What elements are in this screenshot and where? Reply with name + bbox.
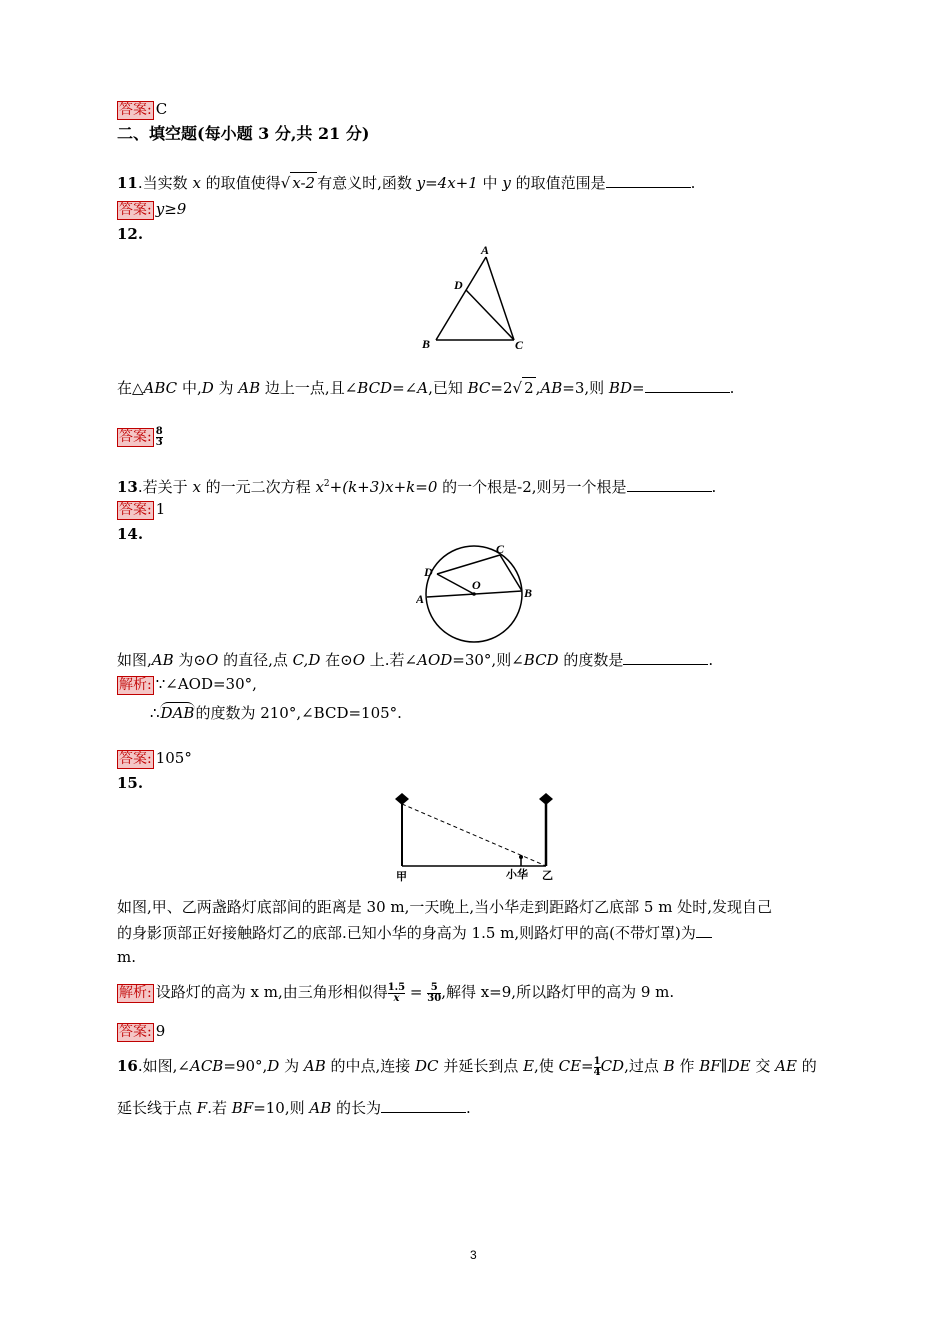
label-O: O [472, 578, 481, 592]
q12-text: , [535, 379, 541, 397]
q15-analysis-text: 设路灯的高为 x m,由三角形相似得 [155, 983, 388, 1001]
q16-var: BF [231, 1099, 254, 1117]
q14-text: 如图, [117, 651, 152, 669]
answer-blank[interactable] [606, 172, 691, 188]
q15-para3: m. [117, 948, 136, 966]
q13-stem: 13.若关于 x 的一元二次方程 $x^2+(k+3)x+k=0$ 的一个根是-2,则另一个根是 . [117, 478, 717, 496]
segment-DC [466, 290, 514, 340]
therefore-sign: ∴ [150, 704, 160, 722]
q12-var: AB [238, 379, 261, 397]
q12-text: =2 [490, 379, 513, 397]
segment-AB [436, 257, 486, 340]
q13-text: 若关于 [142, 478, 193, 496]
q14-analysis-text: ∵∠AOD=30°, [155, 675, 257, 693]
q11-var: y [502, 174, 511, 192]
q12-text: 边上一点,且∠ [260, 379, 358, 397]
q16-text: .若 [207, 1099, 232, 1117]
section-title: 二、填空题(每小题 3 分,共 21 分) [117, 124, 370, 143]
analysis-label: 解析: [119, 984, 152, 1001]
fraction-numerator: 1 [593, 1055, 601, 1067]
q16-var: B [663, 1057, 675, 1075]
q15-number-line: 15. [117, 774, 144, 792]
q16-text: 为 [279, 1057, 304, 1075]
q12-var: BCD [357, 379, 393, 397]
q11-number: 11 [117, 174, 138, 192]
q16-var: E [523, 1057, 535, 1075]
q12-answer-fraction [156, 427, 163, 448]
label-A: A [481, 243, 490, 257]
q11-text: 中 [477, 174, 503, 192]
sqrt-sign: √ [512, 379, 523, 397]
q10-answer: C [155, 100, 168, 118]
q11-text: 的取值使得 [200, 174, 281, 192]
equals-sign: = [409, 983, 423, 1001]
q15-number: 15 [117, 774, 138, 792]
answer-blank[interactable] [696, 922, 712, 938]
q16-var: CE [558, 1057, 582, 1075]
q13-answer-line [117, 499, 165, 520]
analysis-label: 解析: [119, 676, 152, 693]
q14-circle-figure [416, 542, 536, 646]
q16-var: DE [727, 1057, 751, 1075]
q16-text: ∥ [720, 1057, 728, 1075]
q16-text: 的中点,连接 [325, 1057, 416, 1075]
q11-func: y=4x+1 [416, 174, 478, 192]
label-A: A [416, 592, 425, 606]
q14-number-line: 14. [117, 525, 144, 543]
q12-text: 中, [177, 379, 202, 397]
q16-var: CD [600, 1057, 625, 1075]
fraction-denominator: 30 [427, 992, 442, 1004]
q16-text: ,过点 [624, 1057, 664, 1075]
q13-text: 的一个根是-2,则另一个根是 [437, 478, 627, 496]
q12-radicand: 2 [524, 379, 534, 397]
q12-text: ,已知 [428, 379, 468, 397]
label-D: D [454, 278, 463, 292]
segment-DO [437, 574, 474, 594]
q13-var: x [315, 478, 324, 496]
q16-text: =10,则 [253, 1099, 310, 1117]
q16-text: 的长为 [331, 1099, 382, 1117]
answer-label: 答案: [119, 750, 152, 767]
answer-blank[interactable] [645, 377, 730, 393]
q12-text: =∠ [392, 379, 418, 397]
q14-text: 的直径,点 [218, 651, 293, 669]
q14-text: 上.若∠ [365, 651, 418, 669]
page-number: 3 [470, 1248, 477, 1262]
q15-para1: 如图,甲、乙两盏路灯底部间的距离是 30 m,一天晚上,当小华走到距路灯乙底部 5 m 处时,发现自己 [117, 898, 772, 916]
q15-answer: 9 [155, 1022, 166, 1040]
sqrt-sign: √ [280, 174, 291, 192]
q15-analysis-text: ,解得 x=9,所以路灯甲的高为 9 m. [441, 983, 675, 1001]
label-C: C [496, 542, 505, 556]
label-C: C [515, 338, 524, 352]
center-dot [472, 592, 476, 596]
q14-var: O [205, 651, 219, 669]
q12-text: = [631, 379, 645, 397]
fraction-denominator: x [393, 992, 400, 1004]
q15-answer-line [117, 1021, 165, 1042]
q16-var: D [267, 1057, 280, 1075]
q14-text: 的度数是 [558, 651, 624, 669]
q14-answer: 105° [155, 749, 192, 767]
q14-number: 14 [117, 525, 138, 543]
q10-answer-line [117, 99, 167, 120]
q12-triangle-figure [418, 242, 528, 354]
q12-var: AB [540, 379, 563, 397]
fraction-numerator: 1.5 [387, 981, 406, 993]
q15-text: 的身影顶部正好接触路灯乙的底部.已知小华的身高为 1.5 m,则路灯甲的高(不带灯罩)为 [117, 924, 696, 942]
q14-var: BCD [523, 651, 559, 669]
answer-blank[interactable] [381, 1097, 466, 1113]
q12-var: BD [608, 379, 632, 397]
q16-var: F [196, 1099, 208, 1117]
q12-text: 在△ [117, 379, 144, 397]
q14-var: O [352, 651, 366, 669]
q13-equation: +(k+3)x+k=0 [329, 478, 438, 496]
q16-text: = [581, 1057, 594, 1075]
q14-var: C,D [292, 651, 321, 669]
label-jia: 甲 [396, 870, 407, 883]
q12-text: 为 [213, 379, 239, 397]
answer-blank[interactable] [623, 649, 708, 665]
q16-text: 并延长到点 [438, 1057, 524, 1075]
fraction-numerator: 5 [427, 983, 441, 994]
q16-stem-line2: 延长线于点 F.若 BF=10,则 AB 的长为 . [117, 1099, 471, 1117]
q15-streetlight-figure [390, 790, 560, 885]
q12-var: D [201, 379, 214, 397]
q14-text: 在⊙ [320, 651, 353, 669]
q12-stem: 在△ABC 中,D 为 AB 边上一点,且∠BCD=∠A,已知 BC=2√ 2 ,AB=3,则 BD= . [117, 379, 735, 397]
q16-text: 作 [674, 1057, 700, 1075]
q16-var: AB [303, 1057, 326, 1075]
q11-stem: 11.当实数 x 的取值使得√ x-2 有意义时,函数 y=4x+1 中 y 的取值范围是 . [117, 174, 696, 192]
answer-label: 答案: [119, 101, 152, 118]
q12-text: =3,则 [562, 379, 609, 397]
q16-fraction [594, 1057, 601, 1078]
q14-answer-line [117, 748, 192, 769]
q14-stem: 如图,AB 为⊙O 的直径,点 C,D 在⊙O 上.若∠AOD=30°,则∠BCD 的度数是 . [117, 651, 714, 669]
q15-analysis-line [117, 979, 674, 1005]
answer-label: 答案: [119, 1023, 152, 1040]
q16-var: DC [415, 1057, 439, 1075]
q13-answer: 1 [155, 500, 166, 518]
q13-var: x [192, 478, 201, 496]
q12-var: BC [467, 379, 491, 397]
q16-text: =90°, [223, 1057, 268, 1075]
q13-exponent: 2 [323, 479, 330, 489]
light-ray [402, 804, 546, 866]
q16-text: 交 [750, 1057, 776, 1075]
q13-text: 的一元二次方程 [200, 478, 316, 496]
label-D: D [424, 565, 433, 579]
q14-var: AB [151, 651, 174, 669]
q16-var: ACB [190, 1057, 224, 1075]
fraction-denominator: 4 [593, 1066, 601, 1078]
q16-text: 如图,∠ [142, 1057, 190, 1075]
label-yi: 乙 [542, 869, 553, 882]
q14-analysis-line2 [150, 702, 402, 723]
q16-var: BF [699, 1057, 721, 1075]
q16-var: AB [309, 1099, 332, 1117]
answer-label: 答案: [119, 428, 152, 445]
q12-number: 12 [117, 225, 138, 243]
q14-analysis-line1 [117, 674, 257, 695]
q12-var: ABC [143, 379, 178, 397]
fraction-numerator: 8 [155, 425, 163, 437]
q13-number: 13 [117, 478, 138, 496]
q16-stem-line1: 16.如图,∠ACB=90°,D 为 AB 的中点,连接 DC 并延长到点 E,使 CE= $\frac{1}{4}$ CD,过点 B 作 BF∥DE 交 AE 的 [117, 1055, 817, 1078]
q11-text: 有意义时,函数 [317, 174, 417, 192]
q16-text: 的 [796, 1057, 817, 1075]
segment-DC [437, 555, 500, 574]
answer-blank[interactable] [627, 476, 712, 492]
q11-answer: y≥9 [155, 200, 187, 218]
q16-var: AE [775, 1057, 797, 1075]
q15-para2 [117, 922, 712, 943]
q14-text: =30°,则∠ [452, 651, 524, 669]
q15-fraction-1 [388, 983, 405, 1004]
q12-var: A [417, 379, 429, 397]
q11-var: x [192, 174, 201, 192]
q11-answer-line [117, 199, 186, 220]
lamp-jia-icon [395, 793, 409, 805]
label-xiaohua: 小华 [506, 868, 528, 881]
segment-AC [486, 257, 514, 340]
q12-number-line: 12. [117, 225, 144, 243]
label-B: B [422, 337, 431, 351]
q14-analysis-text: 的度数为 210°,∠BCD=105°. [195, 704, 402, 722]
fraction-denominator: 3 [155, 436, 163, 448]
q14-arc: DAB [160, 704, 195, 722]
label-B: B [524, 586, 533, 600]
answer-label: 答案: [119, 201, 152, 218]
q16-number: 16 [117, 1057, 138, 1075]
lamp-yi-icon [539, 793, 553, 805]
q12-answer-line [117, 423, 163, 449]
segment-CB [500, 555, 522, 591]
q11-text: 当实数 [142, 174, 193, 192]
q16-text: 延长线于点 [117, 1099, 197, 1117]
q14-var: AOD [417, 651, 453, 669]
answer-label: 答案: [119, 501, 152, 518]
q14-text: 为⊙ [173, 651, 206, 669]
q11-text: 的取值范围是 [510, 174, 606, 192]
q11-radicand: x-2 [292, 174, 316, 192]
q15-fraction-2 [427, 983, 441, 1004]
q16-text: ,使 [534, 1057, 559, 1075]
